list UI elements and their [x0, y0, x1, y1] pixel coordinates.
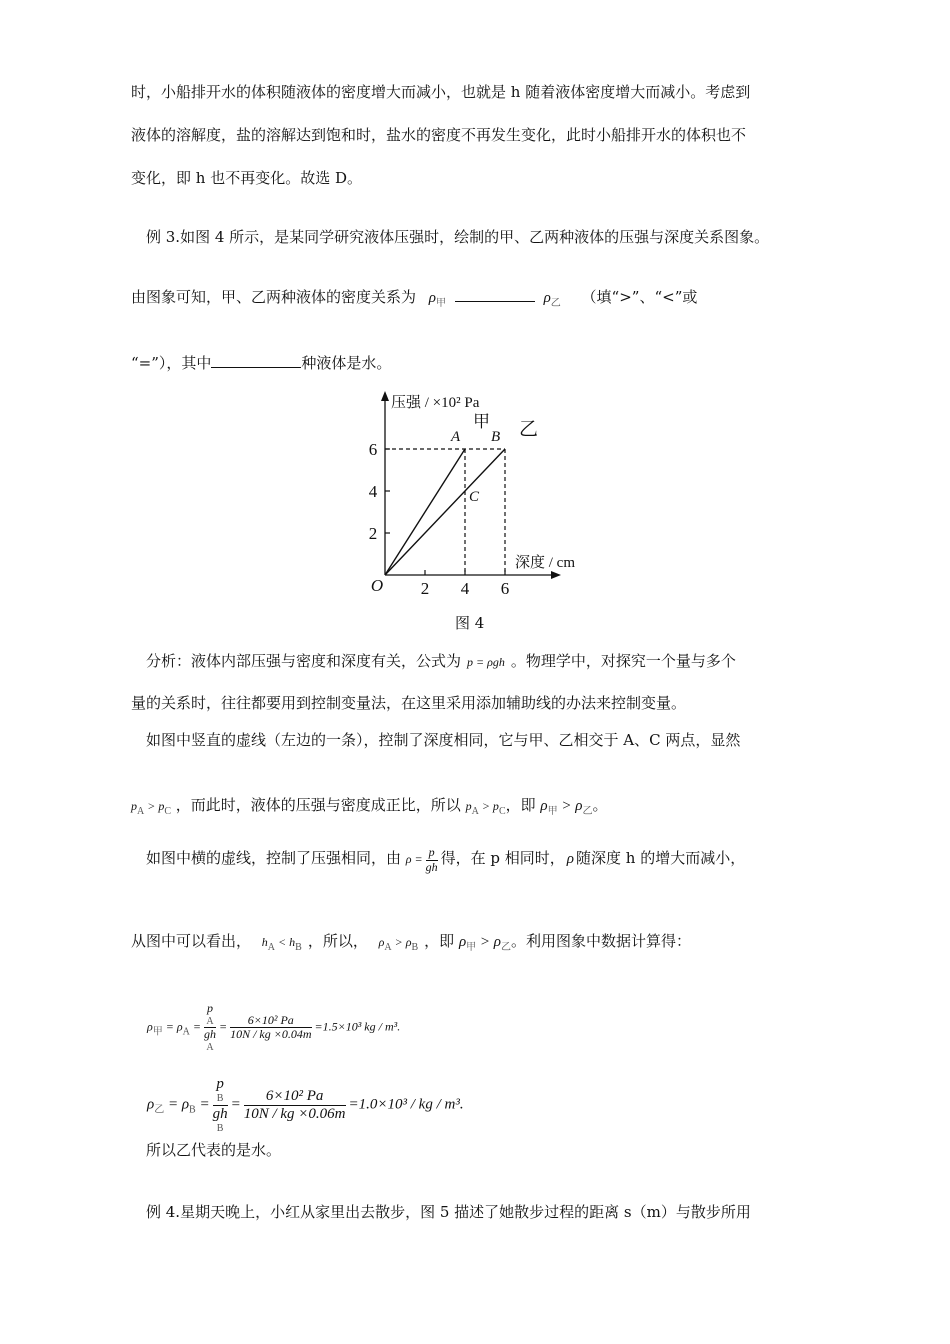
example3-heading: 例 3.如图 4 所示，是某同学研究液体压强时，绘制的甲、乙两种液体的压强与深度关系图象。 — [146, 228, 770, 246]
x-axis-label: 深度 / cm — [515, 555, 575, 571]
y-tick-label: 4 — [368, 482, 378, 501]
point-label-c: C — [469, 489, 480, 505]
x-tick-label: 4 — [460, 579, 470, 598]
text-line: 分析：液体内部压强与密度和深度有关，公式为 p = ρgh 。物理学中，对探究一个量与多个 — [146, 652, 736, 670]
text-line: 从图中可以看出， $h_A < h_B$ ，所以， $\rho_A > \rho_B$ ，即 $\rho_甲 > \rho_乙$。利用图象中数据计算得： — [131, 932, 691, 953]
x-tick-label: 6 — [500, 579, 510, 598]
series-line-jia — [385, 449, 465, 575]
text-line: 由图象可知，甲、乙两种液体的密度关系为 $\rho_甲$ $\rho_乙$ （填“>”、“<”或 — [131, 288, 698, 309]
text-line: 时，小船排开水的体积随液体的密度增大而减小，也就是 h 随着液体密度增大而减小。考虑到 — [131, 83, 751, 101]
text-line: 液体的溶解度，盐的溶解达到饱和时，盐水的密度不再发生变化，此时小船排开水的体积也不 — [131, 126, 747, 144]
x-tick-label: 2 — [420, 579, 430, 598]
y-tick-label: 2 — [368, 524, 378, 543]
series-label-yi: 乙 — [519, 419, 539, 440]
series-label-jia: 甲 — [473, 412, 490, 431]
x-axis-arrow — [551, 571, 561, 579]
answer-blank-2[interactable] — [211, 367, 301, 368]
text-line: “=”），其中 种液体是水。 — [131, 354, 392, 372]
series-line-yi — [385, 449, 505, 575]
calc-jia: $\rho_甲 = \rho_A$ = p A gh A = $\frac{\text{6×10² Pa}}{10N / kg \times 0.04m}$ =1.5×10³ kg / m³. — [147, 1001, 401, 1054]
text-line: 量的关系时，往往都要用到控制变量法，在这里采用添加辅助线的办法来控制变量。 — [131, 694, 687, 712]
pressure-depth-chart — [355, 385, 605, 605]
example4-heading: 例 4.星期天晚上，小红从家里出去散步，图 5 描述了她散步过程的距离 s（m）与散步所用 — [146, 1203, 751, 1221]
figure-caption: 图 4 — [455, 614, 485, 632]
conclusion: 所以乙代表的是水。 — [146, 1141, 282, 1159]
y-axis-label: 压强 / ×10² Pa — [391, 395, 480, 411]
point-label-b: B — [491, 429, 501, 445]
calc-yi: $\rho_乙 = \rho_B$ = p B gh B = $\frac{\text{6×10² Pa}}{10N / kg \times 0.06m}$ =1.0×10³ / kg / m³. — [147, 1076, 464, 1134]
origin-label: O — [370, 576, 384, 595]
y-axis-arrow — [381, 391, 389, 401]
point-label-a: A — [451, 429, 461, 445]
text-line: $p_A > p_C$ ，而此时，液体的压强与密度成正比，所以 $p_A > p_C$，即 $\rho_甲 > \rho_乙$。 — [131, 796, 608, 817]
text-line: 如图中竖直的虚线（左边的一条），控制了深度相同，它与甲、乙相交于 A、C 两点，显然 — [146, 731, 741, 749]
y-tick-label: 6 — [368, 440, 378, 459]
text-line: 如图中横的虚线，控制了压强相同，由 ρ = $\frac{p}{gh}$ 得，在 p 相同时， ρ 随深度 h 的增大而减小， — [146, 845, 746, 874]
text-line: 变化，即 h 也不再变化。故选 D。 — [131, 169, 362, 187]
answer-blank-1[interactable] — [455, 301, 535, 302]
